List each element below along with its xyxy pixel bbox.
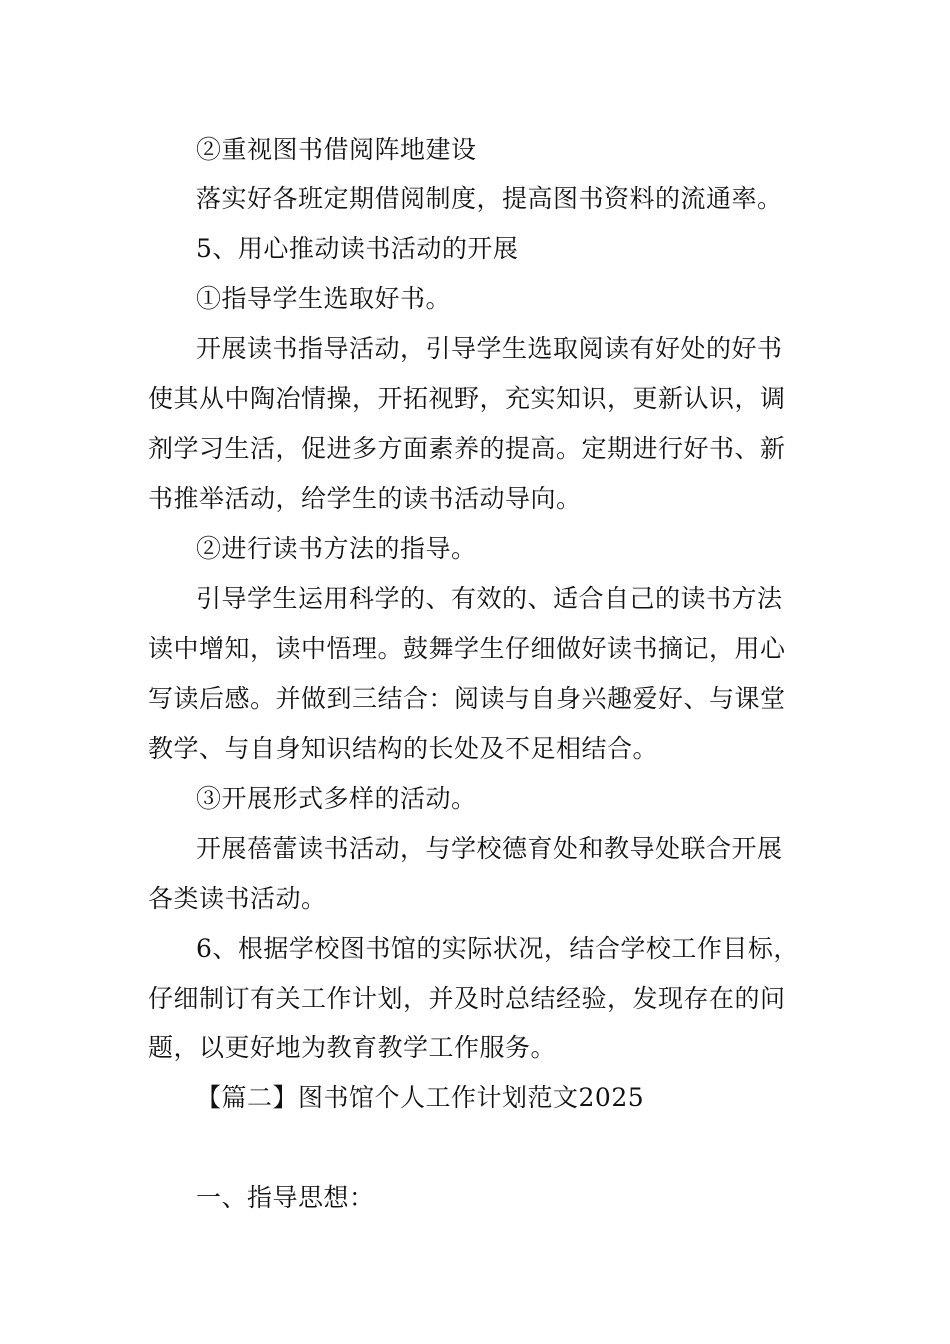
text-line: ③开展形式多样的活动。 bbox=[196, 784, 477, 813]
subsection-heading: 一、指导思想： bbox=[196, 1183, 375, 1212]
text-line: 引导学生运用科学的、有效的、适合自己的读书方法 bbox=[196, 584, 783, 613]
text-line: ①指导学生选取好书。 bbox=[196, 284, 452, 313]
text-line: 开展读书指导活动，引导学生选取阅读有好处的好书 bbox=[196, 334, 783, 363]
text-line: 仔细制订有关工作计划，并及时总结经验，发现存在的问 bbox=[148, 984, 786, 1013]
text-line: 教学、与自身知识结构的长处及不足相结合。 bbox=[148, 734, 659, 763]
text-line: 书推举活动，给学生的读书活动导向。 bbox=[148, 484, 582, 513]
text-line: 落实好各班定期借阅制度，提高图书资料的流通率。 bbox=[196, 184, 783, 213]
text-line: 使其从中陶冶情操，开拓视野，充实知识，更新认识，调 bbox=[148, 384, 786, 413]
text-line: ②重视图书借阅阵地建设 bbox=[196, 135, 477, 164]
text-line: 各类读书活动。 bbox=[148, 884, 327, 913]
text-line: 6、根据学校图书馆的实际状况，结合学校工作目标， bbox=[196, 934, 799, 963]
text-line: 写读后感。并做到三结合：阅读与自身兴趣爱好、与课堂 bbox=[148, 684, 786, 713]
text-line: 开展蓓蕾读书活动，与学校德育处和教导处联合开展 bbox=[196, 834, 783, 863]
text-line: 剂学习生活，促进多方面素养的提高。定期进行好书、新 bbox=[148, 434, 786, 463]
text-line: 题，以更好地为教育教学工作服务。 bbox=[148, 1033, 557, 1062]
text-line: ②进行读书方法的指导。 bbox=[196, 534, 477, 563]
text-line: 5、用心推动读书活动的开展 bbox=[196, 234, 519, 263]
text-line: 读中增知，读中悟理。鼓舞学生仔细做好读书摘记，用心 bbox=[148, 634, 786, 663]
section-heading: 【篇二】图书馆个人工作计划范文2025 bbox=[196, 1083, 645, 1112]
